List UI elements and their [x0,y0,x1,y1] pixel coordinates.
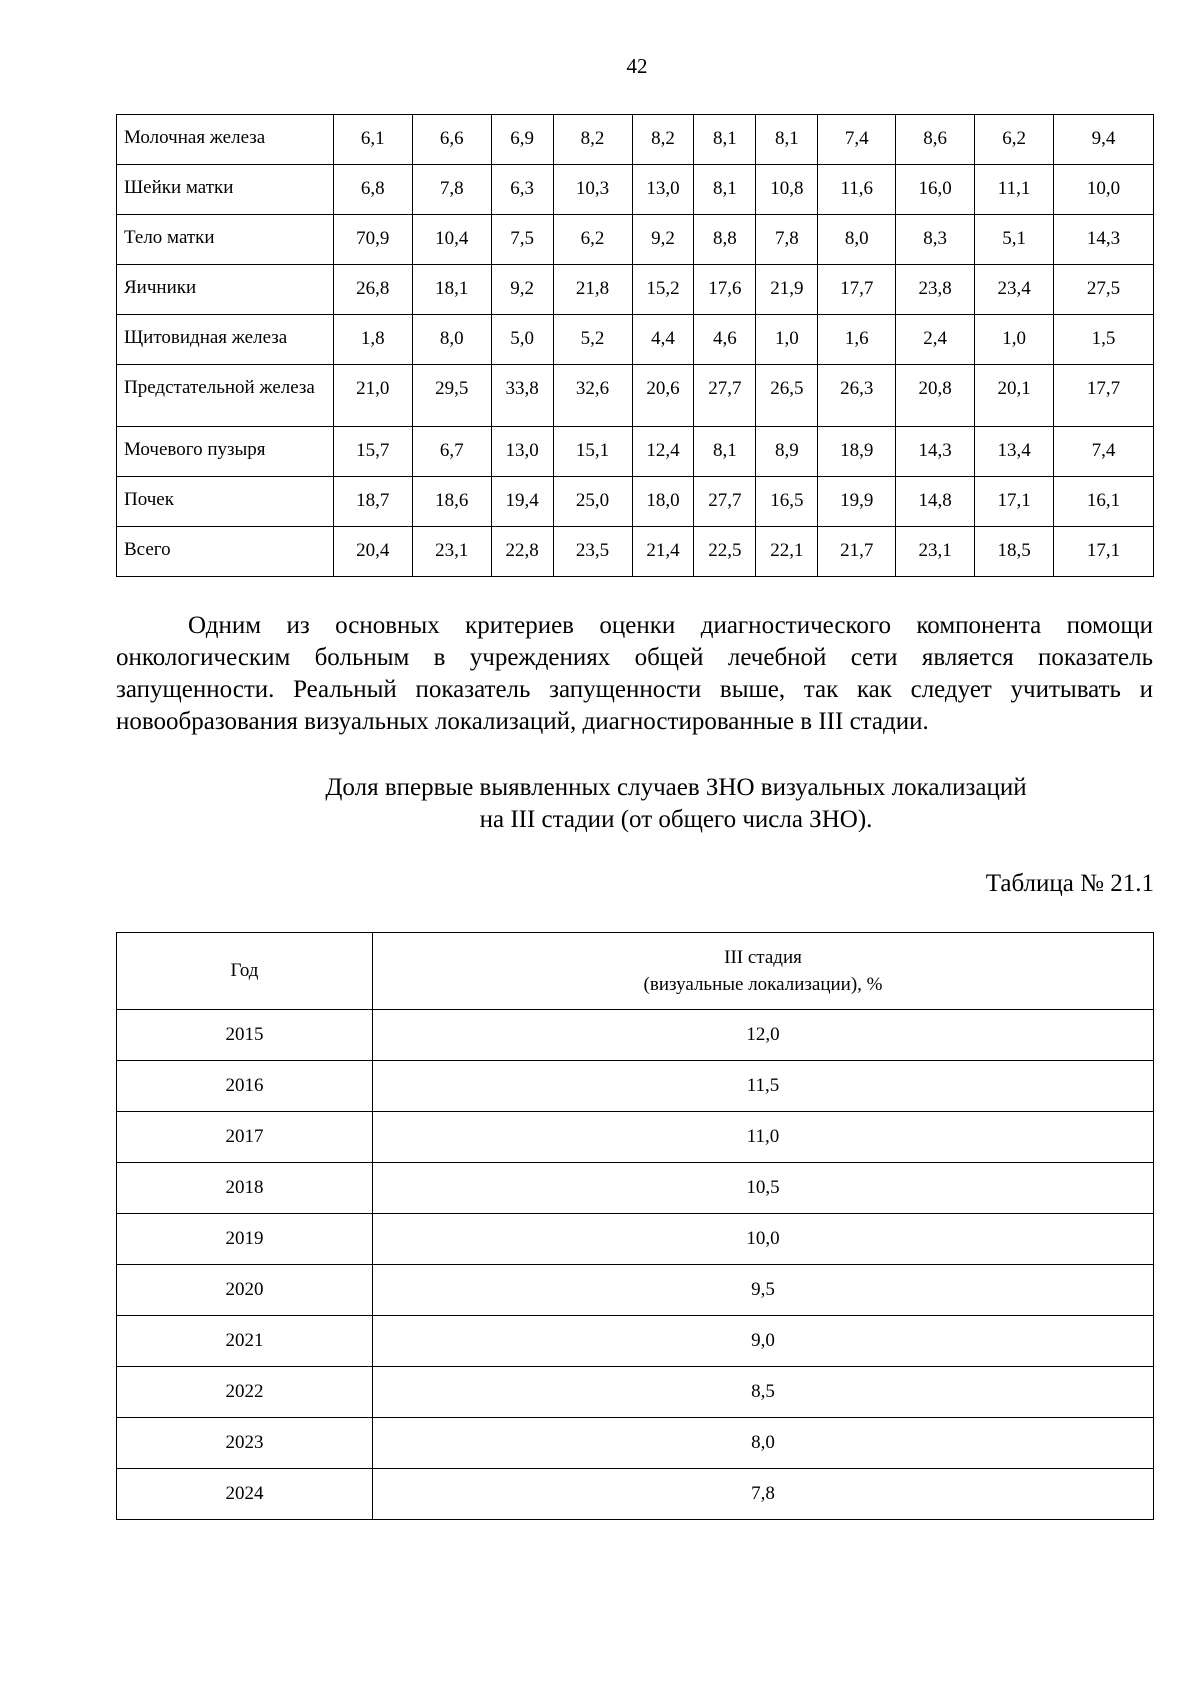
table-cell: 12,4 [632,427,694,477]
table-row [117,1367,1154,1418]
caption-line-1: Доля впервые выявленных случаев ЗНО визуальных локализаций [325,774,1027,801]
table-cell: 32,6 [553,365,632,427]
table-cell: 16,5 [756,477,818,527]
table-cell: 7,4 [1054,427,1154,477]
table-cell: 8,0 [818,215,896,265]
row-label: Яичники [117,265,334,315]
table-cell: 17,6 [694,265,756,315]
caption-line-2: на III стадии (от общего числа ЗНО). [479,806,873,833]
table-cell: 26,5 [756,365,818,427]
table-cell: 1,0 [756,315,818,365]
table-row [117,365,1154,427]
table-cell: 18,0 [632,477,694,527]
table-row [117,1061,1154,1112]
table-cell: 18,6 [412,477,491,527]
row-label: Всего [117,527,334,577]
table-cell: 26,3 [818,365,896,427]
body-paragraph: Одним из основных критериев оценки диагностического компонента помощи онкологическим больным в учреждениях общей лечебной сети является показатель запущенности. Реальный показатель запущенности выше, так как следует учитывать и новообразования визуальных локализаций, диагностированные в III стадии. [116,612,1153,735]
table-cell: 10,4 [412,215,491,265]
table-cell: 8,1 [694,165,756,215]
table-cell: 29,5 [412,365,491,427]
table-cell: 18,5 [975,527,1054,577]
table-number: Таблица № 21.1 [985,870,1154,897]
table-cell: 7,8 [756,215,818,265]
table-cell: 14,3 [896,427,975,477]
table-cell: 8,3 [896,215,975,265]
table-cell: 6,2 [975,115,1054,165]
table-caption [116,772,1200,836]
table-cell: 27,5 [1054,265,1154,315]
table-cell: 21,7 [818,527,896,577]
year-cell: 2016 [117,1061,373,1112]
table-cell: 22,1 [756,527,818,577]
year-cell: 2021 [117,1316,373,1367]
value-cell: 11,5 [373,1061,1154,1112]
table-cell: 10,8 [756,165,818,215]
table-cell: 26,8 [333,265,412,315]
table-cell: 33,8 [491,365,553,427]
table-cell: 17,1 [975,477,1054,527]
table-cell: 8,1 [756,115,818,165]
table-cell: 1,6 [818,315,896,365]
table-row [117,1214,1154,1265]
table-cell: 17,7 [1054,365,1154,427]
table-cell: 25,0 [553,477,632,527]
table-row [117,1265,1154,1316]
year-cell: 2018 [117,1163,373,1214]
row-label: Щитовидная железа [117,315,334,365]
value-cell: 10,5 [373,1163,1154,1214]
table-cell: 22,5 [694,527,756,577]
table-cell: 5,1 [975,215,1054,265]
table-cell: 7,8 [412,165,491,215]
table-cell: 13,4 [975,427,1054,477]
table-cell: 19,4 [491,477,553,527]
table-row [117,1316,1154,1367]
table-cell: 16,0 [896,165,975,215]
table-cell: 27,7 [694,365,756,427]
table-row [117,427,1154,477]
table-cell: 15,2 [632,265,694,315]
table-cell: 8,2 [553,115,632,165]
table-cell: 8,2 [632,115,694,165]
table-cell: 23,1 [412,527,491,577]
table-cell: 8,9 [756,427,818,477]
year-cell: 2020 [117,1265,373,1316]
table-cell: 1,5 [1054,315,1154,365]
table-cell: 14,3 [1054,215,1154,265]
table-cell: 17,1 [1054,527,1154,577]
table-cell: 23,4 [975,265,1054,315]
table-cell: 17,7 [818,265,896,315]
value-cell: 9,0 [373,1316,1154,1367]
table-row [117,1418,1154,1469]
page-number: 42 [626,54,648,78]
table-cell: 1,0 [975,315,1054,365]
table-cell: 18,7 [333,477,412,527]
table-row [117,527,1154,577]
value-cell: 8,0 [373,1418,1154,1469]
table-cell: 21,8 [553,265,632,315]
table-cell: 9,2 [632,215,694,265]
table-cell: 20,1 [975,365,1054,427]
table-cell: 8,1 [694,115,756,165]
year-cell: 2023 [117,1418,373,1469]
table-cell: 6,8 [333,165,412,215]
value-cell: 11,0 [373,1112,1154,1163]
table-row [117,115,1154,165]
value-cell: 9,5 [373,1265,1154,1316]
table-cell: 8,6 [896,115,975,165]
table-row [117,315,1154,365]
table-cell: 13,0 [632,165,694,215]
table-header-row [117,933,1154,1010]
table-cell: 6,3 [491,165,553,215]
table-cell: 4,6 [694,315,756,365]
table-cell: 6,1 [333,115,412,165]
localization-table [116,114,1154,577]
table-row [117,265,1154,315]
table-row [117,1469,1154,1520]
table-cell: 9,2 [491,265,553,315]
table-cell: 20,6 [632,365,694,427]
table-cell: 20,4 [333,527,412,577]
table-cell: 10,0 [1054,165,1154,215]
table-cell: 21,0 [333,365,412,427]
header-year: Год [117,933,373,1010]
value-cell: 7,8 [373,1469,1154,1520]
row-label: Мочевого пузыря [117,427,334,477]
table-cell: 1,8 [333,315,412,365]
table-cell: 8,0 [412,315,491,365]
header-stage-line-2: (визуальные локализации), % [643,974,883,995]
row-label: Предстательной железа [117,365,334,427]
table-row [117,477,1154,527]
row-label: Почек [117,477,334,527]
value-cell: 12,0 [373,1010,1154,1061]
table-cell: 23,1 [896,527,975,577]
table-cell: 27,7 [694,477,756,527]
table-cell: 14,8 [896,477,975,527]
value-cell: 10,0 [373,1214,1154,1265]
table-cell: 10,3 [553,165,632,215]
table-cell: 19,9 [818,477,896,527]
stage-iii-table [116,932,1154,1520]
year-cell: 2022 [117,1367,373,1418]
table-cell: 15,7 [333,427,412,477]
table-cell: 5,0 [491,315,553,365]
table-row [117,1010,1154,1061]
table-cell: 6,9 [491,115,553,165]
table-cell: 4,4 [632,315,694,365]
table-cell: 7,4 [818,115,896,165]
table-cell: 20,8 [896,365,975,427]
table-cell: 15,1 [553,427,632,477]
row-label: Шейки матки [117,165,334,215]
table-cell: 8,1 [694,427,756,477]
year-cell: 2019 [117,1214,373,1265]
table-cell: 11,1 [975,165,1054,215]
table-cell: 8,8 [694,215,756,265]
table-cell: 6,7 [412,427,491,477]
row-label: Молочная железа [117,115,334,165]
table-cell: 16,1 [1054,477,1154,527]
table-cell: 23,5 [553,527,632,577]
year-cell: 2015 [117,1010,373,1061]
table-cell: 13,0 [491,427,553,477]
table-cell: 2,4 [896,315,975,365]
table-row [117,165,1154,215]
table-cell: 21,9 [756,265,818,315]
table-cell: 6,6 [412,115,491,165]
table-cell: 9,4 [1054,115,1154,165]
table-cell: 6,2 [553,215,632,265]
table-cell: 18,1 [412,265,491,315]
value-cell: 8,5 [373,1367,1154,1418]
table-cell: 11,6 [818,165,896,215]
table-cell: 70,9 [333,215,412,265]
table-cell: 21,4 [632,527,694,577]
table-cell: 22,8 [491,527,553,577]
row-label: Тело матки [117,215,334,265]
table-cell: 7,5 [491,215,553,265]
table-row [117,215,1154,265]
table-cell: 18,9 [818,427,896,477]
table-cell: 23,8 [896,265,975,315]
year-cell: 2017 [117,1112,373,1163]
header-stage [373,933,1154,1010]
table-cell: 5,2 [553,315,632,365]
table-row [117,1163,1154,1214]
header-stage-line-1: III стадия [724,947,802,968]
table-row [117,1112,1154,1163]
year-cell: 2024 [117,1469,373,1520]
